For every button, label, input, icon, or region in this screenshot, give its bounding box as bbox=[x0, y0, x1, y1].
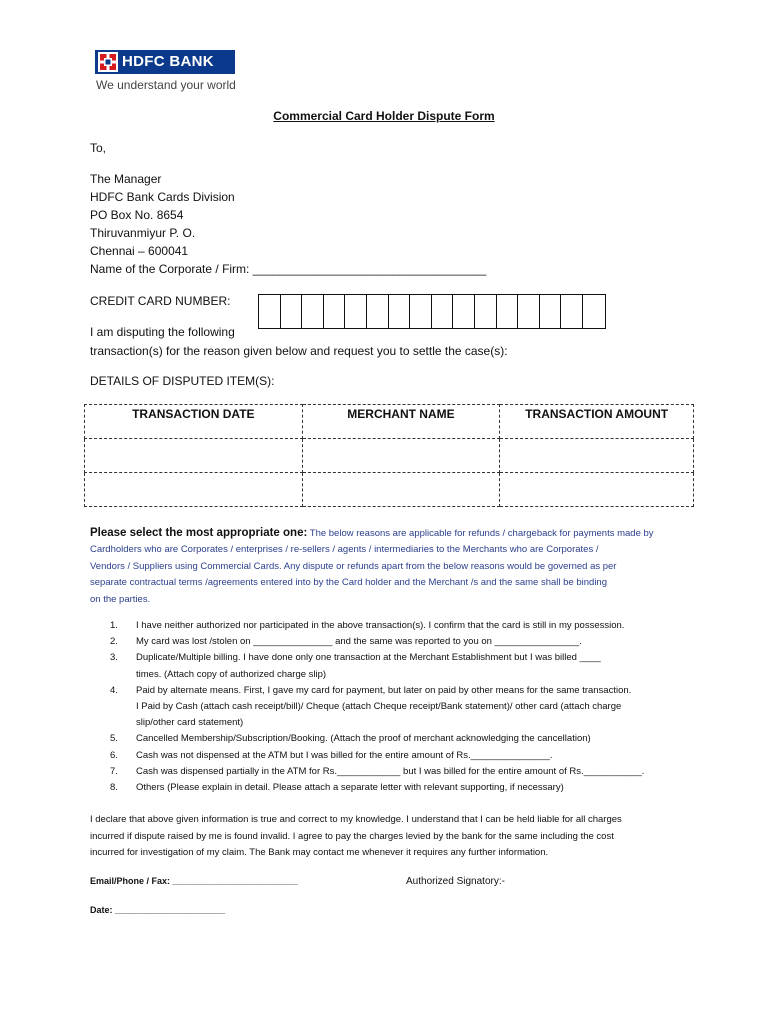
list-item[interactable]: 4. Paid by alternate means. First, I gave my card for payment, but later on paid by other means for the same transaction. I Paid by Cash (attach cash receipt/bill)/ Cheque (attach Cheque receipt/Bank statement)/ other card (attach charge slip/other card statement) bbox=[110, 684, 632, 729]
table-row bbox=[85, 439, 694, 473]
select-note-line-1 bbox=[90, 523, 654, 542]
list-item[interactable]: 2. My card was lost /stolen on _______________ and the same was reported to you on ________________. bbox=[110, 636, 582, 648]
address-line: Chennai – 600041 bbox=[90, 244, 189, 258]
list-item[interactable]: 3. Duplicate/Multiple billing. I have done only one transaction at the Merchant Establishment but I was billed ____ times. (Attach copy of authorized charge slip) bbox=[110, 652, 601, 680]
reasons-list bbox=[110, 618, 644, 796]
merchant-name-cell[interactable] bbox=[302, 439, 500, 473]
table-header: TRANSACTION AMOUNT bbox=[500, 405, 694, 439]
table-header: TRANSACTION DATE bbox=[85, 405, 303, 439]
address-line: HDFC Bank Cards Division bbox=[90, 190, 235, 204]
card-digit-box[interactable] bbox=[281, 295, 303, 328]
card-number-label: CREDIT CARD NUMBER: bbox=[90, 294, 231, 308]
card-digit-box[interactable] bbox=[561, 295, 583, 328]
transaction-amount-cell[interactable] bbox=[500, 439, 694, 473]
corporate-name-field[interactable]: Name of the Corporate / Firm: ___________________________________ bbox=[90, 262, 487, 276]
dispute-text-line: I am disputing the following bbox=[90, 325, 235, 339]
table-header-row bbox=[85, 405, 694, 439]
list-item[interactable]: 5. Cancelled Membership/Subscription/Booking. (Attach the proof of merchant acknowledging the cancellation) bbox=[110, 733, 591, 745]
table-header: MERCHANT NAME bbox=[302, 405, 500, 439]
select-note-line: on the parties. bbox=[90, 594, 151, 605]
card-digit-box[interactable] bbox=[583, 295, 605, 328]
address-line: Thiruvanmiyur P. O. bbox=[90, 226, 196, 240]
list-item[interactable]: 1. I have neither authorized nor participated in the above transaction(s). I confirm that the card is still in my possession. bbox=[110, 620, 625, 631]
declaration-line: incurred if dispute raised by me is found invalid. I agree to pay the charges levied by the bank for the same including the cost bbox=[90, 831, 614, 842]
details-label: DETAILS OF DISPUTED ITEM(S): bbox=[90, 374, 275, 388]
card-digit-box[interactable] bbox=[345, 295, 367, 328]
select-note-line: separate contractual terms /agreements entered into by the Card holder and the Merchant /s and the same shall be binding bbox=[90, 577, 607, 588]
card-digit-box[interactable] bbox=[497, 295, 519, 328]
card-digit-box[interactable] bbox=[475, 295, 497, 328]
card-digit-box[interactable] bbox=[389, 295, 411, 328]
card-digit-box[interactable] bbox=[324, 295, 346, 328]
transaction-date-cell[interactable] bbox=[85, 473, 303, 507]
card-digit-box[interactable] bbox=[540, 295, 562, 328]
card-digit-box[interactable] bbox=[367, 295, 389, 328]
card-digit-box[interactable] bbox=[302, 295, 324, 328]
transaction-amount-cell[interactable] bbox=[500, 473, 694, 507]
select-note-line: Vendors / Suppliers using Commercial Cards. Any dispute or refunds apart from the below reasons would be governed as per bbox=[90, 561, 617, 572]
list-item[interactable]: 8. Others (Please explain in detail. Please attach a separate letter with relevant supporting, if necessary) bbox=[110, 782, 564, 794]
card-digit-box[interactable] bbox=[432, 295, 454, 328]
dispute-table bbox=[84, 404, 694, 507]
card-digit-box[interactable] bbox=[518, 295, 540, 328]
list-item[interactable]: 7. Cash was dispensed partially in the ATM for Rs.____________ but I was billed for the entire amount of Rs.___________. bbox=[110, 765, 645, 777]
declaration-line: incurred for investigation of my claim. The Bank may contact me whenever it requires any further information. bbox=[90, 847, 549, 858]
logo-tagline: We understand your world bbox=[96, 78, 236, 92]
merchant-name-cell[interactable] bbox=[302, 473, 500, 507]
dispute-text-line: transaction(s) for the reason given below and request you to settle the case(s): bbox=[90, 344, 508, 358]
card-number-boxes[interactable] bbox=[258, 294, 606, 329]
address-line: PO Box No. 8654 bbox=[90, 208, 184, 222]
list-item[interactable]: 6. Cash was not dispensed at the ATM but I was billed for the entire amount of Rs._______________. bbox=[110, 749, 553, 761]
hdfc-logo bbox=[95, 50, 235, 74]
logo-brand-text: HDFC BANK bbox=[122, 53, 214, 70]
hdfc-logo-mark-icon bbox=[98, 52, 118, 72]
card-digit-box[interactable] bbox=[259, 295, 281, 328]
date-field[interactable]: Date: ______________________ bbox=[90, 905, 226, 915]
transaction-date-cell[interactable] bbox=[85, 439, 303, 473]
form-title: Commercial Card Holder Dispute Form bbox=[273, 109, 495, 123]
address-line: The Manager bbox=[90, 172, 162, 186]
contact-field[interactable]: Email/Phone / Fax: _________________________ bbox=[90, 876, 298, 886]
card-digit-box[interactable] bbox=[453, 295, 475, 328]
address-to: To, bbox=[90, 141, 107, 155]
card-digit-box[interactable] bbox=[410, 295, 432, 328]
declaration-line: I declare that above given information is true and correct to my knowledge. I understand that I can be held liable for all charges bbox=[90, 814, 622, 825]
table-row bbox=[85, 473, 694, 507]
select-label: Please select the most appropriate one: bbox=[90, 527, 308, 539]
select-note-text: The below reasons are applicable for refunds / chargeback for payments made by bbox=[307, 528, 654, 539]
authorized-signatory-label: Authorized Signatory:- bbox=[406, 876, 505, 887]
select-note-line: Cardholders who are Corporates / enterprises / re-sellers / agents / intermediaries to the Merchants who are Corporates / bbox=[90, 544, 599, 555]
